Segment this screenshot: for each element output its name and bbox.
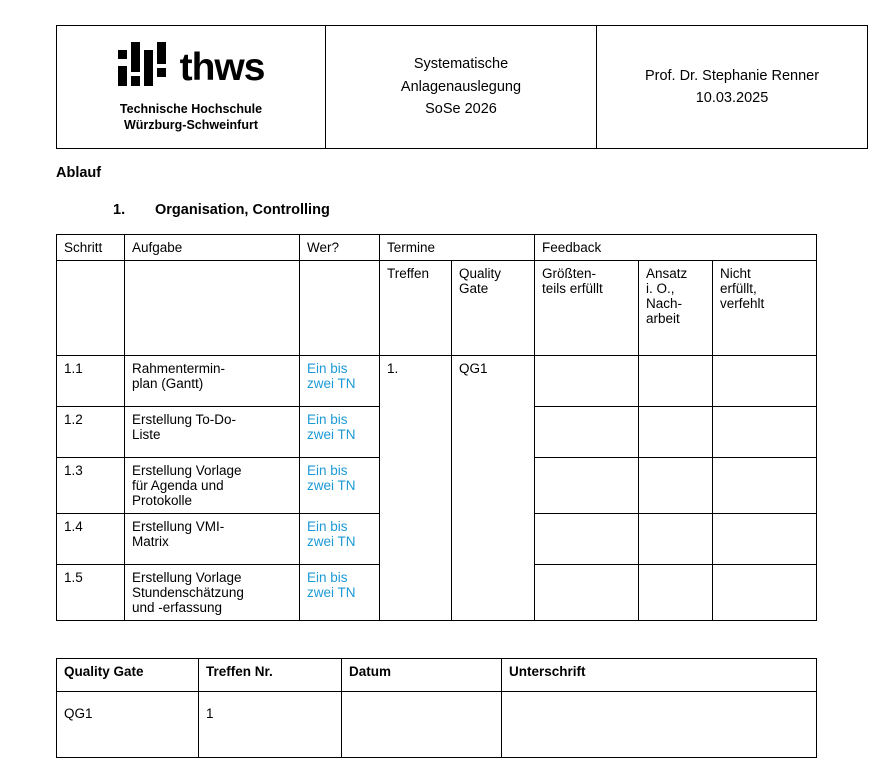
row-3-schritt: 1.3 xyxy=(57,458,125,514)
row-5-aufgabe-line2: Stundenschätzung xyxy=(132,585,244,600)
row-5-feedback-1[interactable] xyxy=(535,565,639,621)
qg-header-row xyxy=(57,659,817,692)
header-instructor-cell xyxy=(597,26,868,149)
row-5-aufgabe-line1: Erstellung Vorlage xyxy=(132,570,242,585)
row-1-wer-line1: Ein bis xyxy=(307,361,348,376)
course-line2: Anlagenauslegung xyxy=(400,78,522,95)
table-header-row-1 xyxy=(57,235,817,261)
qg-value-quality-gate: QG1 xyxy=(57,692,199,758)
row-4-feedback-2[interactable] xyxy=(639,514,713,565)
row-2-wer-line1: Ein bis xyxy=(307,412,348,427)
row-4-feedback-1[interactable] xyxy=(535,514,639,565)
row-3-wer xyxy=(300,458,380,514)
row-5-wer-line2: zwei TN xyxy=(307,585,356,600)
row-3-feedback-2[interactable] xyxy=(639,458,713,514)
row-5-feedback-2[interactable] xyxy=(639,565,713,621)
header-feedback-1-line1: Größten- xyxy=(542,266,597,281)
row-4-feedback-3[interactable] xyxy=(713,514,817,565)
header-feedback-2-line2: i. O., xyxy=(646,281,675,296)
row-2-aufgabe xyxy=(125,407,300,458)
table-row xyxy=(57,356,817,407)
qg-header-datum: Datum xyxy=(342,659,502,692)
row-3-feedback-3[interactable] xyxy=(713,458,817,514)
row-2-schritt: 1.2 xyxy=(57,407,125,458)
row-2-feedback-3[interactable] xyxy=(713,407,817,458)
course-line3: SoSe 2026 xyxy=(425,101,497,118)
header-feedback-2 xyxy=(639,261,713,356)
instructor-date: 10.03.2025 xyxy=(695,90,769,106)
row-1-wer-line2: zwei TN xyxy=(307,376,356,391)
logo-subtitle xyxy=(120,101,262,133)
qg-data-row xyxy=(57,692,817,758)
row-3-aufgabe-line3: Protokolle xyxy=(132,493,193,508)
qg-value-unterschrift[interactable] xyxy=(502,692,817,758)
header-feedback-2-line4: arbeit xyxy=(646,311,680,326)
qg-header-unterschrift: Unterschrift xyxy=(502,659,817,692)
qg-header-quality-gate: Quality Gate xyxy=(57,659,199,692)
row-1-feedback-2[interactable] xyxy=(639,356,713,407)
row-3-wer-line2: zwei TN xyxy=(307,478,356,493)
header-aufgabe: Aufgabe xyxy=(125,235,300,261)
row-1-wer xyxy=(300,356,380,407)
row-1-aufgabe xyxy=(125,356,300,407)
termine-quality-gate-merged: QG1 xyxy=(452,356,535,621)
header-quality-gate-line1: Quality xyxy=(459,266,502,281)
row-2-wer xyxy=(300,407,380,458)
row-1-feedback-3[interactable] xyxy=(713,356,817,407)
row-1-aufgabe-line1: Rahmentermin- xyxy=(132,361,226,376)
row-1-feedback-1[interactable] xyxy=(535,356,639,407)
thws-bracket-logo-icon xyxy=(118,42,170,94)
table-header-row-2 xyxy=(57,261,817,356)
logo-subtitle-line2: Würzburg-Schweinfurt xyxy=(123,117,258,132)
row-3-wer-line1: Ein bis xyxy=(307,463,348,478)
header-quality-gate-line2: Gate xyxy=(459,281,489,296)
schritte-table xyxy=(56,234,817,621)
header-feedback-3-line2: erfüllt, xyxy=(720,281,757,296)
header-feedback-2-line1: Ansatz xyxy=(646,266,688,281)
section-item-number: 1. xyxy=(113,202,126,218)
header-feedback-3-line1: Nicht xyxy=(720,266,751,281)
section-heading-item xyxy=(113,202,330,218)
row-3-aufgabe-line1: Erstellung Vorlage xyxy=(132,463,242,478)
header-course-cell xyxy=(326,26,597,149)
header-sub-schritt-empty xyxy=(57,261,125,356)
row-1-schritt: 1.1 xyxy=(57,356,125,407)
qg-header-treffen-nr: Treffen Nr. xyxy=(199,659,342,692)
header-sub-aufgabe-empty xyxy=(125,261,300,356)
header-treffen: Treffen xyxy=(380,261,452,356)
row-1-aufgabe-line2: plan (Gantt) xyxy=(132,376,204,391)
row-4-wer-line2: zwei TN xyxy=(307,534,356,549)
header-feedback-1-line2: teils erfüllt xyxy=(542,281,603,296)
row-4-wer xyxy=(300,514,380,565)
logo-wordmark: thws xyxy=(179,46,265,89)
row-5-aufgabe-line3: und -erfassung xyxy=(132,600,223,615)
logo-row xyxy=(118,42,265,94)
logo-subtitle-line1: Technische Hochschule xyxy=(119,101,263,116)
qg-value-treffen-nr: 1 xyxy=(199,692,342,758)
row-4-wer-line1: Ein bis xyxy=(307,519,348,534)
header-quality-gate xyxy=(452,261,535,356)
course-info xyxy=(334,53,588,120)
header-termine: Termine xyxy=(380,235,535,261)
header-feedback-3-line3: verfehlt xyxy=(720,296,765,311)
course-line1: Systematische xyxy=(413,56,509,73)
row-3-feedback-1[interactable] xyxy=(535,458,639,514)
instructor-name: Prof. Dr. Stephanie Renner xyxy=(644,67,820,84)
termine-treffen-merged: 1. xyxy=(380,356,452,621)
qg-value-datum[interactable] xyxy=(342,692,502,758)
header-sub-wer-empty xyxy=(300,261,380,356)
row-4-schritt: 1.4 xyxy=(57,514,125,565)
row-5-feedback-3[interactable] xyxy=(713,565,817,621)
section-item-title: Organisation, Controlling xyxy=(155,202,330,218)
thws-logo xyxy=(65,42,317,133)
row-2-wer-line2: zwei TN xyxy=(307,427,356,442)
row-5-wer xyxy=(300,565,380,621)
row-2-feedback-1[interactable] xyxy=(535,407,639,458)
quality-gate-signoff-table xyxy=(56,658,817,758)
row-5-wer-line1: Ein bis xyxy=(307,570,348,585)
row-2-aufgabe-line1: Erstellung To-Do- xyxy=(132,412,237,427)
row-3-aufgabe xyxy=(125,458,300,514)
header-wer: Wer? xyxy=(300,235,380,261)
header-feedback-2-line3: Nach- xyxy=(646,296,683,311)
row-4-aufgabe xyxy=(125,514,300,565)
row-5-schritt: 1.5 xyxy=(57,565,125,621)
header-feedback: Feedback xyxy=(535,235,817,261)
header-schritt: Schritt xyxy=(57,235,125,261)
header-logo-cell xyxy=(57,26,326,149)
row-3-aufgabe-line2: für Agenda und xyxy=(132,478,224,493)
row-4-aufgabe-line2: Matrix xyxy=(132,534,169,549)
row-2-aufgabe-line2: Liste xyxy=(132,427,161,442)
instructor-info xyxy=(605,65,859,110)
header-feedback-1 xyxy=(535,261,639,356)
row-5-aufgabe xyxy=(125,565,300,621)
row-2-feedback-2[interactable] xyxy=(639,407,713,458)
section-heading-ablauf: Ablauf xyxy=(56,165,102,181)
row-4-aufgabe-line1: Erstellung VMI- xyxy=(132,519,225,534)
header-feedback-3 xyxy=(713,261,817,356)
header-row xyxy=(57,26,868,149)
document-header-table xyxy=(56,25,868,149)
